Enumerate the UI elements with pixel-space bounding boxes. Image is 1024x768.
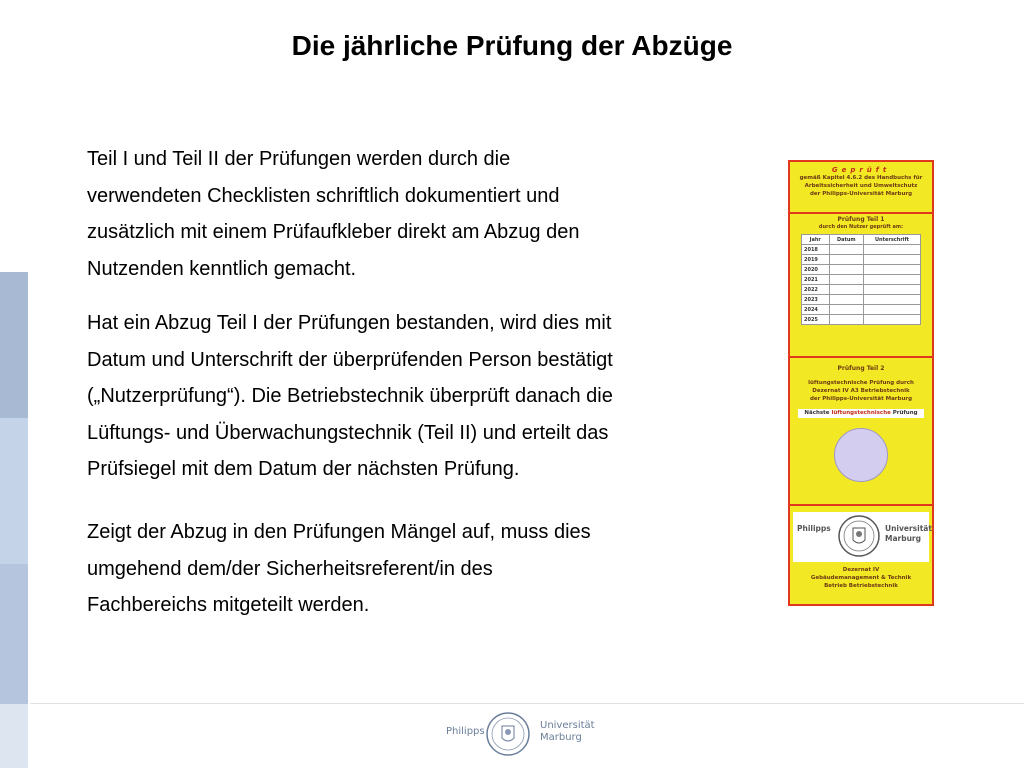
sticker-part2-title: Prüfung Teil 2	[837, 365, 885, 372]
paragraph-3	[87, 514, 767, 624]
sticker-part2	[790, 356, 932, 506]
sticker-footer-line: Dezernat IV	[842, 567, 880, 573]
paragraph-2	[87, 305, 767, 488]
table-header: Unterschrift	[864, 235, 921, 245]
sticker-header	[790, 162, 932, 214]
next-check-prefix: Nächste	[804, 410, 832, 416]
year-cell: 2020	[802, 265, 830, 275]
year-cell: 2018	[802, 245, 830, 255]
university-logo	[793, 512, 932, 562]
year-cell: 2021	[802, 275, 830, 285]
footer-logo-right	[540, 720, 595, 744]
text-line: Teil I und Teil II der Prüfungen werden durch die	[87, 148, 511, 170]
side-strip	[0, 704, 28, 768]
year-cell: 2023	[802, 295, 830, 305]
sticker-sub: gemäß Kapitel 4.6.2 des Handbuchs für	[799, 175, 923, 181]
next-check-suffix: Prüfung	[890, 410, 918, 416]
text-line: Zeigt der Abzug in den Prüfungen Mängel auf, muss dies	[87, 521, 591, 543]
footer-logo-left: Philipps	[446, 726, 485, 737]
sticker-sub: Arbeitssicherheit und Umweltschutz	[804, 183, 918, 189]
sticker-part2-line: lüftungstechnische Prüfung durch	[808, 380, 914, 386]
sticker-footer-line: Betrieb Betriebstechnik	[824, 583, 898, 589]
page-title: Die jährliche Prüfung der Abzüge	[291, 30, 733, 61]
sticker-part1-sub: durch den Nutzer geprüft am:	[818, 224, 904, 230]
text-line: verwendeten Checklisten schriftlich dokumentiert und	[87, 184, 560, 207]
sticker-title: Geprüft	[831, 166, 891, 174]
text-line: Nutzenden kenntlich gemacht.	[87, 257, 357, 280]
year-cell: 2024	[802, 305, 830, 315]
table-header: Jahr	[802, 235, 830, 245]
text-line: Fachbereichs mitgeteilt werden.	[87, 594, 370, 616]
logo-left-text: Philipps	[797, 524, 831, 533]
text-line: Datum und Unterschrift der überprüfenden Person bestätigt	[87, 348, 613, 371]
text-line: Hat ein Abzug Teil I der Prüfungen bestanden, wird dies mit	[87, 312, 612, 334]
seal-circle	[834, 428, 888, 482]
text-line: („Nutzerprüfung“). Die Betriebstechnik überprüft danach die	[87, 385, 613, 407]
footer-logo-right-line: Universität	[540, 720, 595, 731]
side-strip	[0, 418, 28, 564]
sticker-bottom	[790, 504, 932, 604]
year-cell: 2025	[802, 315, 830, 325]
logo-right-line: Marburg	[885, 534, 921, 543]
side-strip	[0, 272, 28, 418]
text-line: Lüftungs- und Überwachungstechnik (Teil II) und erteilt das	[87, 421, 609, 444]
text-line: zusätzlich mit einem Prüfaufkleber direkt am Abzug den	[87, 221, 580, 243]
footer-logo-right-line: Marburg	[540, 732, 582, 743]
sticker-part1-title: Prüfung Teil 1	[837, 216, 885, 223]
footer-seal-icon	[485, 711, 531, 757]
sticker-part1	[790, 212, 932, 358]
side-strip	[0, 564, 28, 704]
next-check-note	[798, 409, 924, 418]
inspection-sticker-image	[788, 160, 934, 606]
year-cell: 2019	[802, 255, 830, 265]
text-line: umgehend dem/der Sicherheitsreferent/in des	[87, 557, 493, 580]
university-seal-icon	[837, 514, 881, 558]
sticker-sub: der Philipps-Universität Marburg	[809, 191, 913, 197]
footer-divider	[30, 703, 1024, 704]
paragraph-1	[87, 141, 767, 287]
sticker-part2-line: der Philipps-Universität Marburg	[809, 396, 913, 402]
table-header: Datum	[829, 235, 863, 245]
logo-right-line: Universität	[885, 524, 932, 533]
year-cell: 2022	[802, 285, 830, 295]
sticker-part2-line: Dezernat IV A3 Betriebstechnik	[812, 388, 910, 394]
text-line: Prüfsiegel mit dem Datum der nächsten Prüfung.	[87, 458, 520, 480]
next-check-red: lüftungstechnische	[831, 410, 891, 416]
footer-university-logo	[440, 708, 600, 760]
logo-right-text	[885, 524, 932, 544]
sticker-footer-line: Gebäudemanagement & Technik	[810, 575, 912, 581]
sticker-table	[801, 234, 921, 325]
